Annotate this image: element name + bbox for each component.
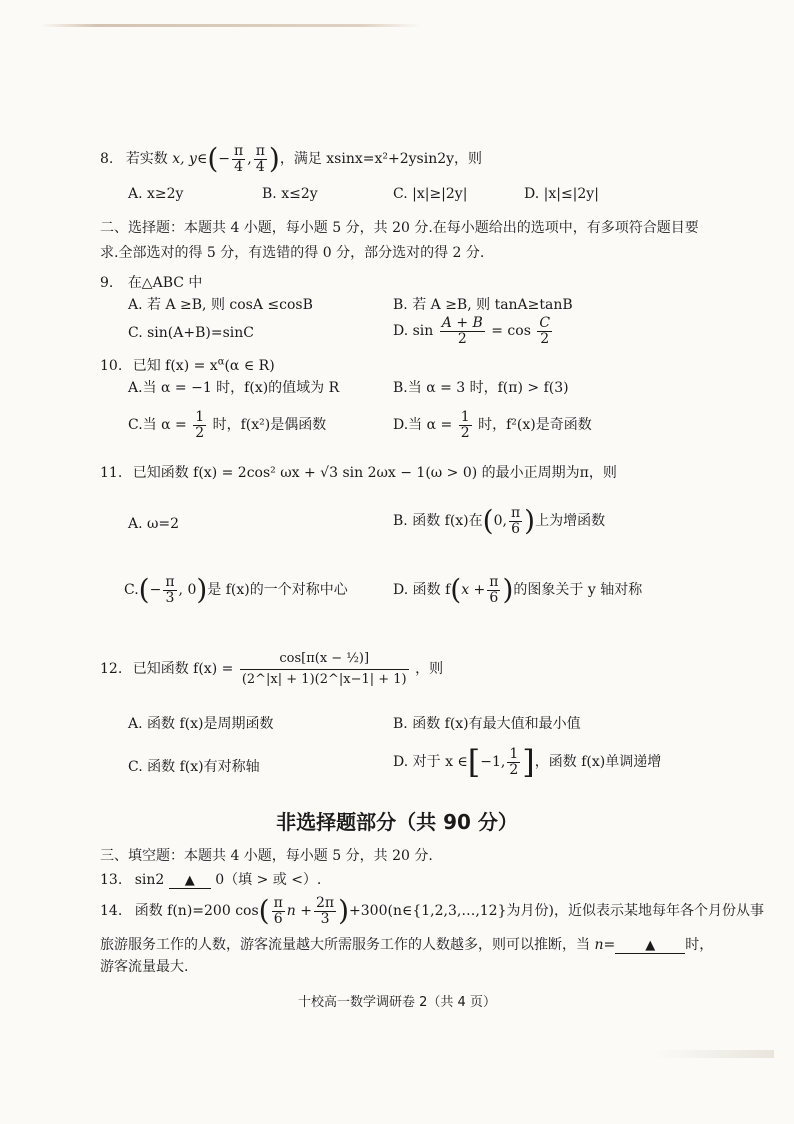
question-9-number: 9.	[100, 275, 114, 291]
question-9-stem: 9. 在△ABC 中	[100, 275, 203, 291]
question-8-option-b[interactable]: B. x≤2y	[262, 186, 318, 202]
question-11-number: 11.	[100, 465, 123, 481]
fraction-pi-over-3: $\frac{\pi}{3}$	[165, 574, 175, 606]
question-14-line1: 14. 函数 f(n)=200 cos( $\frac{\pi}{6}$ n + $\frac{2\pi}{3}$ )+300(n∈{1,2,3,…,12}为月份)，近似表示某地每年各个月份从事	[100, 894, 764, 928]
question-8-option-a[interactable]: A. x≥2y	[128, 186, 184, 202]
question-12-option-d[interactable]: D. 对于 x ∈[−1, $\frac{1}{2}$ ]，函数 f(x)单调递增	[393, 743, 662, 781]
question-13: 13. sin2 ▲ 0（填 > 或 <）.	[100, 872, 322, 888]
fraction-a-plus-b-over-2: $\frac{A + B}{2}$	[441, 315, 483, 347]
question-9-option-a[interactable]: A. 若 A ≥B, 则 cosA ≤cosB	[128, 297, 313, 313]
question-11-option-a[interactable]: A. ω=2	[128, 516, 180, 532]
question-13-answer-blank[interactable]	[169, 872, 211, 889]
fraction-pi-over-4: $\frac{\pi}{4}$	[255, 143, 265, 175]
section-2-instructions-line2: 求.全部选对的得 5 分，有选错的得 0 分，部分选对的得 2 分.	[100, 245, 485, 261]
fraction-cos-over-exp: $\frac{\text{cos[π(x − ½)]}}{(2\^{}|x| + 1)(2\^{}|x-1| + 1)}$	[241, 651, 407, 687]
question-12-option-a[interactable]: A. 函数 f(x)是周期函数	[128, 716, 274, 732]
question-11-option-b[interactable]: B. 函数 f(x)在(0, $\frac{\pi}{6}$ )上为增函数	[393, 504, 606, 538]
fraction-pi-over-6: $\frac{\pi}{6}$	[273, 895, 283, 927]
question-8-option-c[interactable]: C. |x|≥|2y|	[393, 186, 468, 202]
question-12-option-c[interactable]: C. 函数 f(x)有对称轴	[128, 759, 260, 775]
scan-edge-bottom-right	[654, 1050, 774, 1058]
question-8-option-d[interactable]: D. |x|≤|2y|	[524, 186, 599, 202]
scan-edge-top	[40, 24, 420, 27]
fraction-pi-over-4: $\frac{\pi}{4}$	[234, 143, 244, 175]
question-13-number: 13.	[100, 872, 123, 888]
question-10-option-b[interactable]: B.当 α = 3 时，f(π) > f(3)	[393, 380, 569, 396]
question-9-option-c[interactable]: C. sin(A+B)=sinC	[128, 325, 254, 341]
question-9-option-d[interactable]: D. sin $\frac{A + B}{2}$ = cos $\frac{C}{2}$	[393, 315, 551, 347]
question-8-stem: 8. 若实数 x, y∈(− $\frac{\pi}{4}$ , $\frac{\pi}{4}$ )，满足 xsinx=x²+2ysin2y，则	[100, 142, 483, 176]
question-8-number: 8.	[100, 151, 114, 168]
question-10-stem: 10. 已知 $f(x) = x^\alpha(\alpha$ ∈ R)	[100, 356, 275, 374]
question-10-number: 10.	[100, 358, 123, 374]
fraction-2pi-over-3: $\frac{2\pi}{3}$	[316, 895, 335, 927]
question-14-answer-blank[interactable]	[615, 937, 685, 954]
question-11-option-c[interactable]: C.(− $\frac{\pi}{3}$ , 0)是 f(x)的一个对称中心	[124, 573, 348, 607]
triangle-icon: ▲	[184, 873, 195, 888]
fraction-one-half: $\frac{1}{2}$	[509, 745, 519, 778]
question-12-number: 12.	[100, 661, 123, 678]
triangle-icon: ▲	[645, 938, 656, 953]
question-12-option-b[interactable]: B. 函数 f(x)有最大值和最小值	[393, 716, 581, 732]
section-3-instructions: 三、填空题：本题共 4 小题，每小题 5 分，共 20 分.	[100, 848, 433, 864]
question-10-option-c[interactable]: C.当 α = $\frac{1}{2}$ 时，f(x²)是偶函数	[128, 409, 327, 441]
question-11-stem: 11. 已知函数 f(x) = 2cos² ωx + √3 sin 2ωx − 1(ω > 0) 的最小正周期为π，则	[100, 465, 617, 481]
question-14-line3: 游客流量最大.	[100, 959, 189, 975]
question-12-stem: 12. 已知函数 f(x) = $\frac{\text{cos[π(x − ½)]}}{(2\^{}|x| + 1)(2\^{}|x-1| + 1)}$ ，则	[100, 651, 444, 687]
question-10-option-a[interactable]: A.当 α = −1 时，f(x)的值域为 R	[128, 380, 340, 396]
question-14-number: 14.	[100, 903, 123, 920]
fraction-pi-over-6: $\frac{\pi}{6}$	[510, 505, 521, 537]
fraction-pi-over-6: $\frac{\pi}{6}$	[489, 574, 499, 606]
question-11-option-d[interactable]: D. 函数 f(x + $\frac{\pi}{6}$ )的图象关于 y 轴对称	[393, 573, 643, 607]
section-2-instructions-line1: 二、选择题：本题共 4 小题，每小题 5 分，共 20 分.在每小题给出的选项中，有多项符合题目要	[100, 220, 699, 236]
question-9-option-b[interactable]: B. 若 A ≥B, 则 tanA≥tanB	[393, 297, 573, 313]
page-footer: 十校高一数学调研卷 2（共 4 页）	[298, 995, 496, 1010]
fraction-one-half: $\frac{1}{2}$	[195, 409, 205, 441]
question-14-line2: 旅游服务工作的人数，游客流量越大所需服务工作的人数越多，则可以推断，当 n= ▲ 时，	[100, 937, 714, 953]
fraction-one-half: $\frac{1}{2}$	[460, 409, 470, 441]
question-10-option-d[interactable]: D.当 α = $\frac{1}{2}$ 时，f²(x)是奇函数	[393, 409, 592, 441]
fraction-c-over-2: $\frac{C}{2}$	[539, 315, 551, 347]
section-3-title: 非选择题部分（共 90 分）	[276, 810, 518, 834]
